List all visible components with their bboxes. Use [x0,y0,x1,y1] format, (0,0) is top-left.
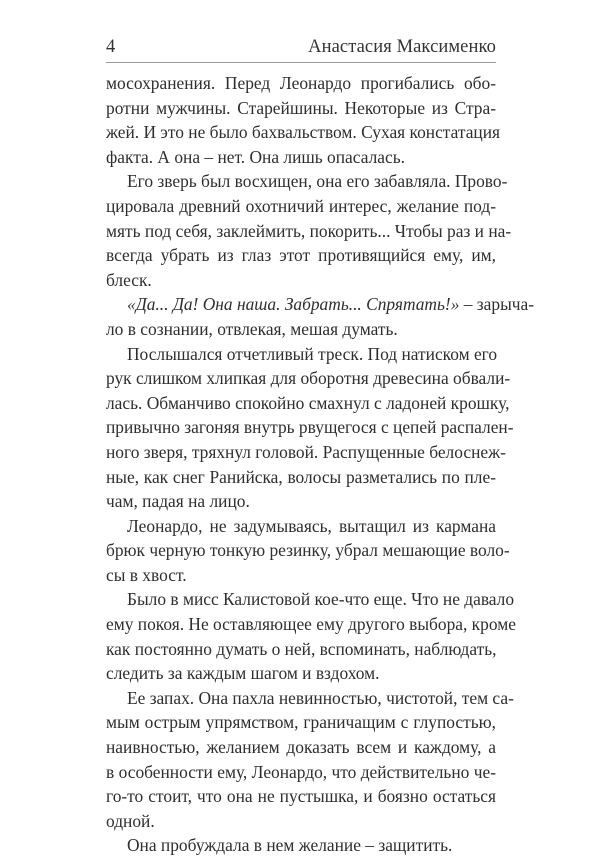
text-line: Леонардо, не задумываясь, вытащил из кармана [127,515,496,536]
text-line: Послышался отчетливый треск. Под натиском его [127,343,498,364]
text-line: одной. [106,810,155,831]
text-line: всегда убрать из глаз этот противящийся ему, им, [106,245,496,266]
text-line: цировала древний охотничий интерес, желание под- [106,195,496,216]
text-line: жей. И это не было бахвальством. Сухая констатация [106,122,501,143]
text-line: мосохранения. Перед Леонардо прогибались обо- [106,73,496,93]
text-line: Она пробуждала в нем желание – защитить. [127,835,453,856]
text-line: Ее запах. Она пахла невинностью, чистотой, тем са- [127,687,514,708]
dialogue-tail: – зарыча- [459,294,535,315]
page-number: 4 [106,37,116,57]
text-line: мять под себя, заклеймить, покорить... Чтобы раз и на- [106,220,512,241]
text-line: чам, падая на лицо. [106,491,250,512]
header-rule [106,62,496,63]
dialogue-italic: «Да... Да! Она наша. Забрать... Спрятать!» [127,294,460,315]
text-line: брюк черную тонкую резинку, убрал мешающие воло- [106,540,510,561]
dialogue-line [106,292,535,317]
text-line: наивностью, желанием доказать всем и каждому, а [106,737,496,758]
text-line: в особенности ему, Леонардо, что действительно че- [106,761,496,782]
text-line: сы в хвост. [106,564,187,585]
text-line: как постоянно думать о ней, вспоминать, наблюдать, [106,638,497,659]
text-line: факта. А она – нет. Она лишь опасалась. [106,146,405,167]
text-line: мым острым упрямством, граничащим с глупостью, [106,712,496,733]
text-line: рук слишком хлипкая для оборотня древесина обвали- [106,368,511,389]
text-line: привычно загоняя внутрь рвущегося с цепей распален- [106,417,514,438]
text-line: ные, как снег Ранийска, волосы разметались по пле- [106,466,496,487]
page-header [106,36,496,58]
text-line: ему покоя. Не оставляющее ему другого выбора, кроме [106,614,516,635]
body-text [106,71,535,858]
text-line: ного зверя, тряхнул головой. Распущенные белоснеж- [106,441,506,462]
text-line: лась. Обманчиво спокойно смахнул с ладоней крошку, [106,392,510,413]
text-line: Было в мисс Калистовой кое-что еще. Что не давало [127,589,515,610]
text-line: го-то стоит, что она не пустышка, и боязно остаться [106,786,496,807]
text-line: ротни мужчины. Старейшины. Некоторые из Стра- [106,97,496,118]
text-line: следить за каждым шагом и вздохом. [106,663,380,684]
text-line: ло в сознании, отвлекая, мешая думать. [106,318,398,339]
running-title: Анастасия Максименко [308,37,496,57]
text-line: блеск. [106,269,152,290]
text-line: Его зверь был восхищен, она его забавляла. Прово- [127,171,508,192]
